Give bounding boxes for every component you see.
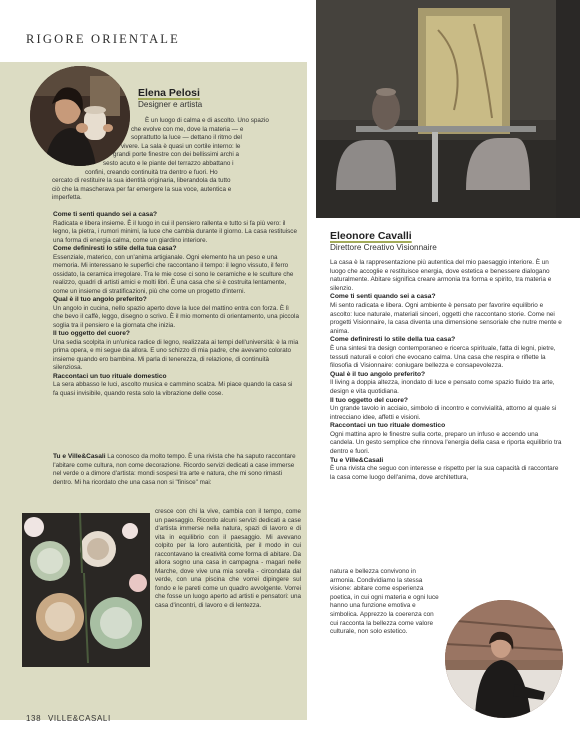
- interior-photo: [316, 0, 580, 218]
- question: Come ti senti quando sei a casa?: [330, 293, 436, 301]
- question: Qual è il tuo angolo preferito?: [53, 296, 147, 303]
- question: Tu e Ville&Casali: [53, 453, 106, 460]
- question: Il tuo oggetto del cuore?: [330, 396, 409, 404]
- intro-line: sesto acuto e le piante del terrazzo abbattano i: [103, 159, 234, 167]
- portrait-eleonore-cavalli: [445, 600, 563, 718]
- intro-line: ciò che la mascherava per far emergere la sua voce, autentica e: [52, 185, 232, 193]
- answer: Ogni mattina apro le finestre sulla corte, preparo un infuso e accendo una candela. Un gesto semplice che rinnova l'energia della casa e riporta equilibrio tra dentro e fuori.: [330, 430, 562, 456]
- question: Raccontaci un tuo rituale domestico: [330, 422, 446, 430]
- question: Come definiresti lo stile della tua casa?: [330, 336, 456, 344]
- magazine-name: VILLE&CASALI: [47, 714, 111, 723]
- answer: È una rivista che seguo con interesse e rispetto per la sua capacità di raccontare la casa come luogo dell'anima, dove architettura,: [330, 465, 559, 481]
- person1-role: Designer e artista: [138, 100, 203, 109]
- person2-role: Direttore Creativo Visionnaire: [330, 243, 437, 252]
- intro-line: imperfetta.: [52, 194, 82, 202]
- intro-line: che evolve con me, dove la materia — e: [131, 125, 244, 133]
- person1-name: Elena Pelosi: [138, 87, 200, 99]
- question: Il tuo oggetto del cuore?: [53, 330, 130, 337]
- answer: Radicata e libera insieme. È il luogo in cui il pensiero rallenta e tutto si fa più vero: il legno, la pietra, i rumori minimi, la luce che cambia durante il giorno. La casa restituisce una forma di energia calma, come un giardino interiore.: [53, 219, 297, 244]
- person1-ville-wrap: cresce con chi la vive, cambia con il tempo, come un paesaggio. Ricordo alcuni servizi dedicati a case d'artista immerse nella natura, spazi di lavoro e di vita in equilibrio con il paesaggio. Mi avevano colpito per la loro autenticità, per il modo in cui raccontavano la creatività come forma di abitare. Da allora sogno una casa in campagna - magari nelle Marche, dove vive una mia sorella - circondata dal verde, con una piscina che vorrei dipingere sul fondo e le pareti come un quadro avvolgente. Vorrei che fosse un luogo aperto ad artisti e pensatori: una casa d'incontri, di lavoro e di lentezza.: [155, 508, 301, 609]
- question: Raccontaci un tuo rituale domestico: [53, 372, 167, 380]
- intro-line: grandi porte finestre con dei bellissimi archi a: [113, 151, 239, 159]
- intro-line: confini, creando continuità tra dentro e fuori. Ho: [85, 168, 218, 176]
- question: Tu e Ville&Casali: [330, 456, 384, 464]
- ceramics-photo: [22, 513, 150, 667]
- question: Come definiresti lo stile della tua casa?: [53, 245, 177, 252]
- section-title: RIGORE ORIENTALE: [26, 32, 180, 46]
- intro-line: soprattutto la luce — dettano il ritmo del: [131, 134, 242, 142]
- question: Qual è il tuo angolo preferito?: [330, 370, 426, 378]
- person2-text: [330, 259, 562, 482]
- intro-line: cercato di restituire la sua identità originaria, liberandola da tutto: [52, 177, 231, 185]
- question: Come ti senti quando sei a casa?: [53, 211, 158, 218]
- answer: Un grande tavolo in acciaio, simbolo di incontro e convivialità, attorno al quale si intrecciano idee, affetti e visioni.: [330, 405, 557, 421]
- answer: Il living a doppia altezza, inondato di luce e pensato come spazio fluido tra arte, design e vita quotidiana.: [330, 379, 555, 395]
- person1-intro: [53, 117, 299, 203]
- person2-intro: La casa è la rappresentazione più autentica del mio paesaggio interiore. È un luogo che accoglie e restituisce energia, dove estetica e benessere dialogano naturalmente. Abitare significa creare armonia tra forma e spirito, tra materia e silenzio.: [330, 259, 552, 292]
- intro-line: vivere. La sala è quasi un cortile interno: le: [121, 142, 241, 150]
- answer: Una sedia scolpita in un'unica radice di legno, realizzata ai tempi dell'università: è la mia prima opera, e mi segue da allora. E uno schizzo di mia padre, che avevamo colorato insieme quando ero bambina. Mi parla di tenerezza, di relazione, di continuità silenziosa.: [53, 338, 299, 371]
- answer: Essenziale, materico, con un'anima artigianale. Ogni elemento ha un peso e una memoria. Mi interessano le superfici che raccontano il tempo: il legno vissuto, il ferro ossidato, la ceramica irregolare. Tra le mie cose ci sono le ceramiche e le sculture che realizzo, quadri di artisti amici e molti libri. È una casa che si è costruita lentamente, come un insieme di stratificazioni, più che come un progetto d'interni.: [53, 253, 294, 295]
- person2-ville-wrap: natura e bellezza convivono in armonia. Condividiamo la stessa visione: abitare come esperienza poetica, in cui ogni materia e ogni luce hanno una funzione emotiva e simbolica. Apprezzo la coerenza con cui racconta la bellezza come valore culturale, non solo estetico.: [330, 568, 439, 636]
- person1-ville-top: [53, 453, 299, 487]
- intro-line: È un luogo di calma e di ascolto. Uno spazio: [145, 117, 269, 124]
- page-number: 138: [26, 714, 42, 723]
- person1-qa: [53, 211, 299, 398]
- answer: La conosco da molto tempo. È una rivista che ha saputo raccontare l'abitare come cultura, non come decorazione. Ricordo servizi dedicati a case immerse nel verde o a dimore d'artista: mondi sospesi tra arte e natura, che mi sono rimasti dentro. Mi ha ricordato che una casa non si "finisce" mai:: [53, 453, 296, 486]
- answer: La sera abbasso le luci, ascolto musica e cammino scalza. Mi piace quando la casa si fa quasi invisibile, quando resta solo la vibrazione delle cose.: [53, 381, 293, 397]
- answer: Un angolo in cucina, nello spazio aperto dove la luce del mattino entra con forza. È lì che bevo il caffè, leggo, disegno o scrivo. È il mio momento di orientamento, una piccola soglia tra il pensiero e la giornata che inizia.: [53, 304, 299, 329]
- answer: È una sintesi tra design contemporaneo e ricerca spirituale, fatta di legni, pietre, tessuti naturali e colori che evocano calma. Una casa che respira e riflette la filosofia di Visionnaire: coniugare bellezza e consapevolezza.: [330, 344, 556, 370]
- page-footer: [26, 714, 111, 723]
- answer: Mi sento radicata e libera. Ogni ambiente è pensato per favorire equilibrio e ascolto: luce naturale, materiali sinceri, oggetti che raccontano storie. Come nei progetti Visionnaire, la casa diventa una dimensione sensoriale che nutre mente e anima.: [330, 301, 562, 335]
- person2-name: Eleonore Cavalli: [330, 230, 412, 242]
